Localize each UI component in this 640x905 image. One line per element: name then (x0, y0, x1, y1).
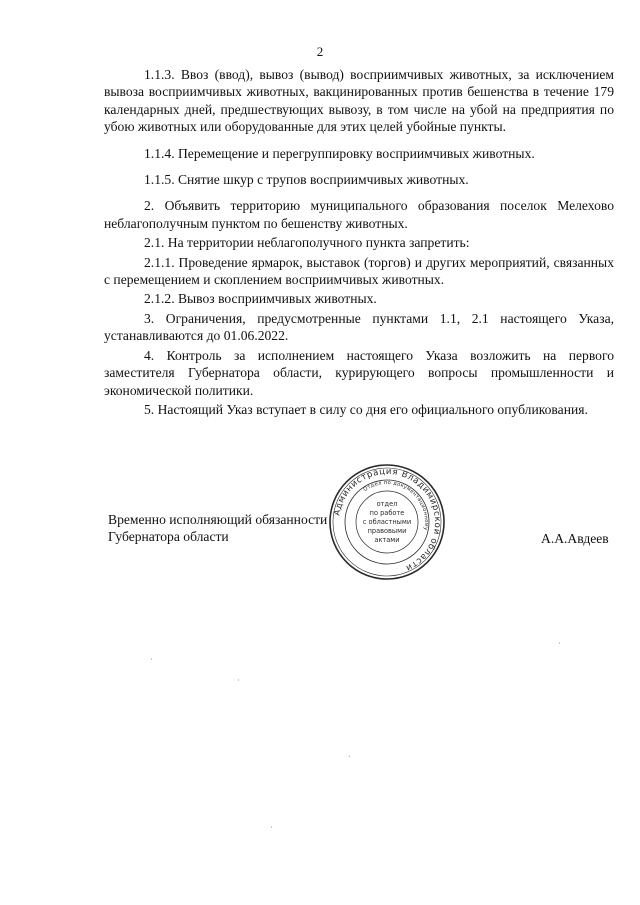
paragraph-5: 5. Настоящий Указ вступает в силу со дня его официального опубликования. (144, 401, 588, 417)
svg-text:Отдел по документационному: Отдел по документационному (362, 479, 430, 531)
scan-speck: · (558, 639, 561, 648)
document-body (104, 66, 614, 418)
paragraph-1-1-5: 1.1.5. Снятие шкур с трупов восприимчивых животных. (144, 172, 469, 188)
signatory-position-line-1: Временно исполняющий обязанности (108, 512, 328, 527)
paragraph-2-1-2: 2.1.2. Вывоз восприимчивых животных. (144, 291, 377, 307)
svg-text:Администрация Владимирской обл: Администрация Владимирской области (332, 466, 443, 573)
seal-center-line: актами (374, 536, 400, 544)
paragraph-4: 4. Контроль за исполнением настоящего Указа возложить на первого заместителя Губернатора области, курирующего вопросы промышленности и экономической политики. (104, 347, 614, 398)
paragraph-2: 2. Объявить территорию муниципального образования поселок Мелехово неблагополучным пунктом по бешенству животных. (104, 198, 614, 231)
page-number: 2 (316, 44, 324, 59)
signatory-position-line-2: Губернатора области (108, 529, 229, 545)
signatory-name: А.А.Авдеев (541, 531, 609, 546)
scan-speck: · (270, 823, 273, 832)
seal-center-line: правовыми (367, 527, 407, 535)
paragraph-1-1-4: 1.1.4. Перемещение и перегруппировку восприимчивых животных. (144, 145, 535, 161)
seal-icon (327, 462, 447, 582)
seal-center-line: с областными (362, 518, 412, 526)
signatory-position (108, 511, 327, 546)
scan-speck: ˏ (348, 748, 351, 757)
paragraph-2-1: 2.1. На территории неблагополучного пункта запретить: (144, 235, 470, 251)
scan-speck: · (150, 655, 153, 664)
seal-center-line: по работе (369, 509, 405, 517)
paragraph-1-1-3: 1.1.3. Ввоз (ввод), вывоз (вывод) восприимчивых животных, за исключением вывоза восприимчивых животных, вакцинированных против бешенства в течение 179 календарных дней, предшествующих вывозу, в том числе на убой на предприятия по убою животных или оборудованные для этих целей убойные пункты. (104, 67, 614, 135)
seal-center-line: отдел (376, 500, 398, 508)
paragraph-3: 3. Ограничения, предусмотренные пунктами 1.1, 2.1 настоящего Указа, устанавливаются до 01.06.2022. (104, 310, 614, 344)
official-seal (327, 462, 447, 582)
scan-speck: · (237, 676, 240, 685)
paragraph-2-1-1: 2.1.1. Проведение ярмарок, выставок (торгов) и других мероприятий, связанных с перемещением и скоплением восприимчивых животных. (104, 254, 614, 288)
